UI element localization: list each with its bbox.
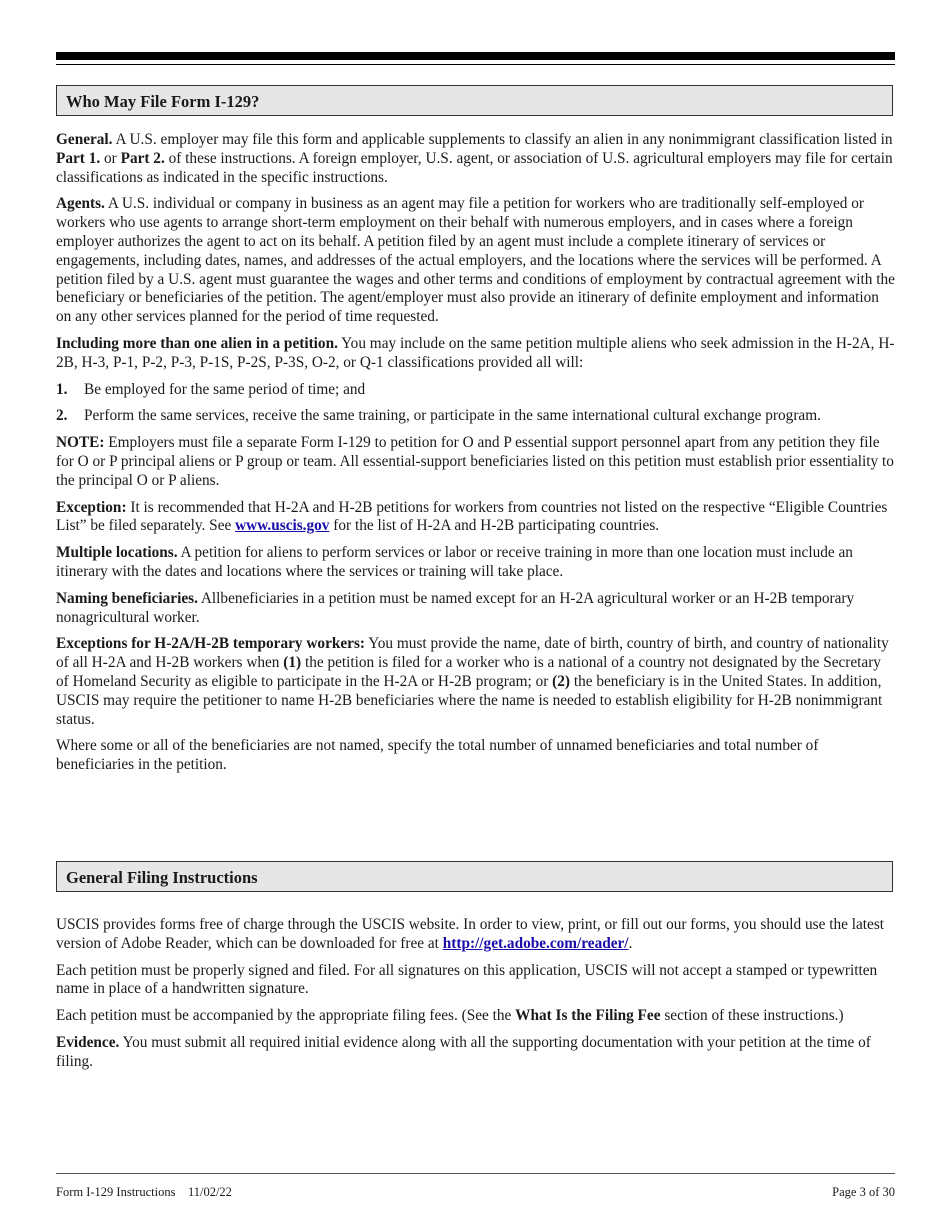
text-forms-2: .	[628, 934, 633, 952]
text-exception-2: for the list of H-2A and H-2B participating countries.	[329, 517, 660, 535]
ref-filing-fee: What Is the Filing Fee	[515, 1007, 661, 1025]
ref-part-2: Part 2.	[120, 149, 165, 167]
text-general-2: or	[100, 149, 121, 167]
paragraph-fees	[56, 1007, 895, 1026]
label-evidence: Evidence.	[56, 1033, 120, 1051]
section-heading-who-may-file: Who May File Form I-129?	[56, 85, 893, 116]
text-exceptions-h2-1: You must provide the name, date of birth, country of birth, and country of nationality of all H-2A and H-2B workers when	[56, 635, 889, 672]
text-forms-1: USCIS provides forms free of charge through the USCIS website. In order to view, print, or fill out our forms, you should use the latest version of Adobe Reader, which can be downloaded for free at	[56, 916, 885, 952]
section-who-may-file-body	[56, 131, 895, 783]
footer-rule	[56, 1173, 895, 1174]
paragraph-evidence	[56, 1034, 895, 1072]
paragraph-including	[56, 335, 895, 373]
footer-date: 11/02/22	[187, 1185, 232, 1199]
footer-form-name: Form I-129 Instructions	[56, 1185, 176, 1199]
section-general-filing-body	[56, 916, 895, 1080]
list-item	[56, 407, 895, 426]
label-note: NOTE:	[56, 434, 105, 452]
paragraph-naming	[56, 590, 895, 628]
link-uscis[interactable]: www.uscis.gov	[235, 517, 330, 535]
list-item-text: Be employed for the same period of time; and	[84, 380, 366, 398]
text-general-3: of these instructions. A foreign employer, U.S. agent, or association of U.S. agricultural employers may file for certain classifications as indicated in the specific instructions.	[56, 149, 893, 186]
text-including: You may include on the same petition multiple aliens who seek admission in the H-2A, H-2B, H-3, P-1, P-2, P-3, P-1S, P-2S, P-3S, O-2, or Q-1 classifications provided all will:	[56, 334, 895, 371]
list-item-number: 2.	[56, 407, 68, 425]
list-item-text: Perform the same services, receive the same training, or participate in the same international cultural exchange program.	[84, 407, 821, 425]
header-rule-thin	[56, 64, 895, 65]
footer-page-number: Page 3 of 30	[832, 1185, 895, 1199]
text-exceptions-h2-2: the petition is filed for a worker who is a national of a country not designated by the Secretary of Homeland Security as eligible to participate in the H-2A or H-2B program; or	[56, 654, 881, 690]
text-evidence: You must submit all required initial evidence along with all the supporting documentation with your petition at the time of filing.	[56, 1033, 871, 1070]
label-naming: Naming beneficiaries.	[56, 589, 198, 607]
label-general: General.	[56, 131, 113, 148]
paragraph-note	[56, 434, 895, 490]
header-rule-thick	[56, 52, 895, 60]
text-naming: Allbeneficiaries in a petition must be named except for an H-2A agricultural worker or an H-2B temporary nonagricultural worker.	[56, 589, 855, 626]
text-fees-1: Each petition must be accompanied by the appropriate filing fees. (See the	[56, 1007, 516, 1025]
section-heading-general-filing: General Filing Instructions	[56, 861, 893, 892]
text-exceptions-h2-3: the beneficiary is in the United States. In addition, USCIS may require the petitioner to name H-2B beneficiaries where the name is needed to establish eligibility for H-2B nonimmigrant status.	[56, 672, 883, 728]
text-note: Employers must file a separate Form I-129 to petition for O and P essential support personnel apart from any petition they file for O or P principal aliens or P group or team. All essential-support beneficiaries listed on this petition must establish prior essentiality to the principal O or P aliens.	[56, 434, 894, 489]
paragraph-where: Where some or all of the beneficiaries are not named, specify the total number of unnamed beneficiaries and total number of beneficiaries in the petition.	[56, 737, 819, 774]
text-exception-1: It is recommended that H-2A and H-2B petitions for workers from countries not listed on the respective “Eligible Countries List” be filed separately. See	[56, 498, 888, 535]
text-multiple-locations: A petition for aliens to perform services or labor or receive training in more than one location must include an itinerary with the dates and locations where the services or training will take place.	[56, 544, 853, 580]
text-fees-2: section of these instructions.)	[660, 1007, 844, 1025]
text-agents: A U.S. individual or company in business as an agent may file a petition for workers who are traditionally self-employed or workers who use agents to arrange short-term employment on their behalf with numerous employers, and in cases where a foreign employer authorizes the agent to act on its behalf. A petition filed by an agent must include a complete itinerary of services or engagements, including dates, names, and addresses of the actual employers, and the locations where the services will be performed. A petition filed by a U.S. agent must guarantee the wages and other terms and conditions of employment by contractual agreement with the beneficiary or beneficiaries of the petition. The agent/employer must also provide an itinerary of definite employment and information on any other services planned for the period of time requested.	[56, 195, 895, 326]
label-exceptions-h2: Exceptions for H-2A/H-2B temporary workers:	[56, 635, 365, 653]
ref-part-1: Part 1.	[56, 149, 101, 167]
list-item-number: 1.	[56, 380, 68, 398]
label-agents: Agents.	[56, 195, 105, 213]
paragraph-signatures: Each petition must be properly signed and filed. For all signatures on this application, USCIS will not accept a stamped or typewritten name in place of a handwritten signature.	[56, 961, 878, 998]
marker-2: (2)	[552, 672, 571, 690]
marker-1: (1)	[283, 654, 302, 672]
text-general-1: A U.S. employer may file this form and applicable supplements to classify an alien in any nonimmigrant classification listed in	[112, 131, 893, 148]
footer-form-id	[56, 1185, 232, 1200]
link-adobe-reader[interactable]: http://get.adobe.com/reader/	[442, 934, 629, 952]
label-exception: Exception:	[56, 498, 127, 516]
label-multiple-locations: Multiple locations.	[56, 544, 178, 562]
label-including: Including more than one alien in a petition.	[56, 334, 338, 352]
paragraph-multiple-locations	[56, 544, 895, 582]
paragraph-exception	[56, 499, 895, 537]
list-item	[56, 381, 895, 400]
paragraph-general	[56, 131, 895, 187]
footer-spacer	[175, 1185, 188, 1199]
paragraph-forms	[56, 916, 895, 954]
paragraph-exceptions-h2	[56, 635, 895, 729]
paragraph-agents	[56, 195, 895, 327]
